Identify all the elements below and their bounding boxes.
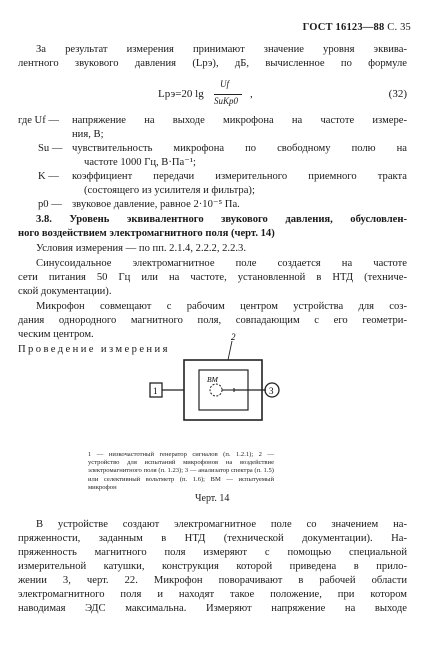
final-line-5: жении 3, черт. 22. Микрофон поворачивают в рабочей области <box>18 575 407 586</box>
figure-legend: 1 — низкочастотный генератор сигналов (п. 1.2.1); 2 — устройство для испытаний микрофонов на воздействие электромагнитного поля (п. 1.23); 3 — анализатор спектра (п. 1.5) или селективный вольтметр (п. 1.6); BM — испытуемый микрофон <box>88 451 274 491</box>
where-sym-6: p0 — <box>38 199 62 210</box>
figure-caption: Черт. 14 <box>195 493 230 504</box>
where-text-1: ния, В; <box>72 129 104 140</box>
page-header <box>303 22 411 33</box>
where-text-2: чувствительность микрофона по свободному полю на <box>72 143 407 154</box>
label-bm: BM <box>207 375 218 384</box>
p2-line-3: ческим центром. <box>18 329 94 340</box>
p1-line-1: Синусоидальное электромагнитное поле создается на частоте <box>36 258 407 269</box>
p1-line-2: сети питания 50 Гц или на частоте, установленной в НТД (техниче- <box>18 272 407 283</box>
intro-line-1: За результат измерения принимают значение уровня эквива- <box>36 44 407 55</box>
microphone-icon <box>210 384 222 396</box>
where-text-0: напряжение на выходе микрофона на частоте измере- <box>72 115 407 126</box>
final-line-7: наводимая ЭДС максимальна. Измеряют напряжение на выходе <box>18 603 407 614</box>
where-sym-4: K — <box>38 171 59 182</box>
diagram-figure-14 <box>140 330 290 440</box>
p2-line-1: Микрофон совмещают с рабочим центром устройства для соз- <box>36 301 407 312</box>
formula-lhs: Lрэ=20 lg <box>158 88 204 100</box>
final-line-4: измерительной катушки, конструкция которой приведена в прило- <box>18 561 407 572</box>
label-2: 2 <box>231 332 236 342</box>
where-text-6: звуковое давление, равное 2·10⁻⁵ Па. <box>72 199 240 210</box>
procedure-heading: Проведение измерения <box>18 344 170 355</box>
equation-number: (32) <box>388 88 407 100</box>
formula-numerator: Uf <box>220 79 229 89</box>
section-title-line-2: ного воздействием электромагнитного поля (черт. 14) <box>18 228 275 239</box>
where-text-3: частоте 1000 Гц, В·Па⁻¹; <box>84 157 196 168</box>
conditions: Условия измерения — по пп. 2.1.4, 2.2.2, 2.2.3. <box>36 243 246 254</box>
final-line-2: пряженности, заданным в НТД (технической документации). На- <box>18 533 407 544</box>
where-text-4: коэффициент передачи измерительного приемного тракта <box>72 171 407 182</box>
intro-line-2: лентного звукового давления (Lрэ), дБ, вычисленное по формуле <box>18 58 407 69</box>
formula-denominator: SuKp0 <box>214 96 239 106</box>
final-line-6: электромагнитного поля и находят такое положение, при котором <box>18 589 407 600</box>
where-text-5: (состоящего из усилителя и фильтра); <box>84 185 255 196</box>
final-line-1: В устройстве создают электромагнитное поле со значением на- <box>36 519 407 530</box>
final-line-3: пряженность магнитного поля измеряют с помощью специальной <box>18 547 407 558</box>
leader-line-2 <box>228 341 232 360</box>
page-number: С. 35 <box>387 22 411 33</box>
where-sym-0: где Uf — <box>18 115 59 126</box>
label-1: 1 <box>153 386 158 396</box>
p1-line-3: ской документации). <box>18 286 112 297</box>
label-3: 3 <box>269 386 274 396</box>
standard-title: ГОСТ 16123—88 <box>302 22 385 33</box>
fraction-line <box>214 94 242 95</box>
where-sym-2: Su — <box>38 143 63 154</box>
p2-line-2: дания однородного магнитного поля, совпадающим с его геометри- <box>18 315 407 326</box>
section-title-line-1: 3.8. Уровень эквивалентного звукового давления, обусловлен- <box>36 214 407 225</box>
formula <box>158 78 308 114</box>
formula-comma: , <box>250 88 253 100</box>
